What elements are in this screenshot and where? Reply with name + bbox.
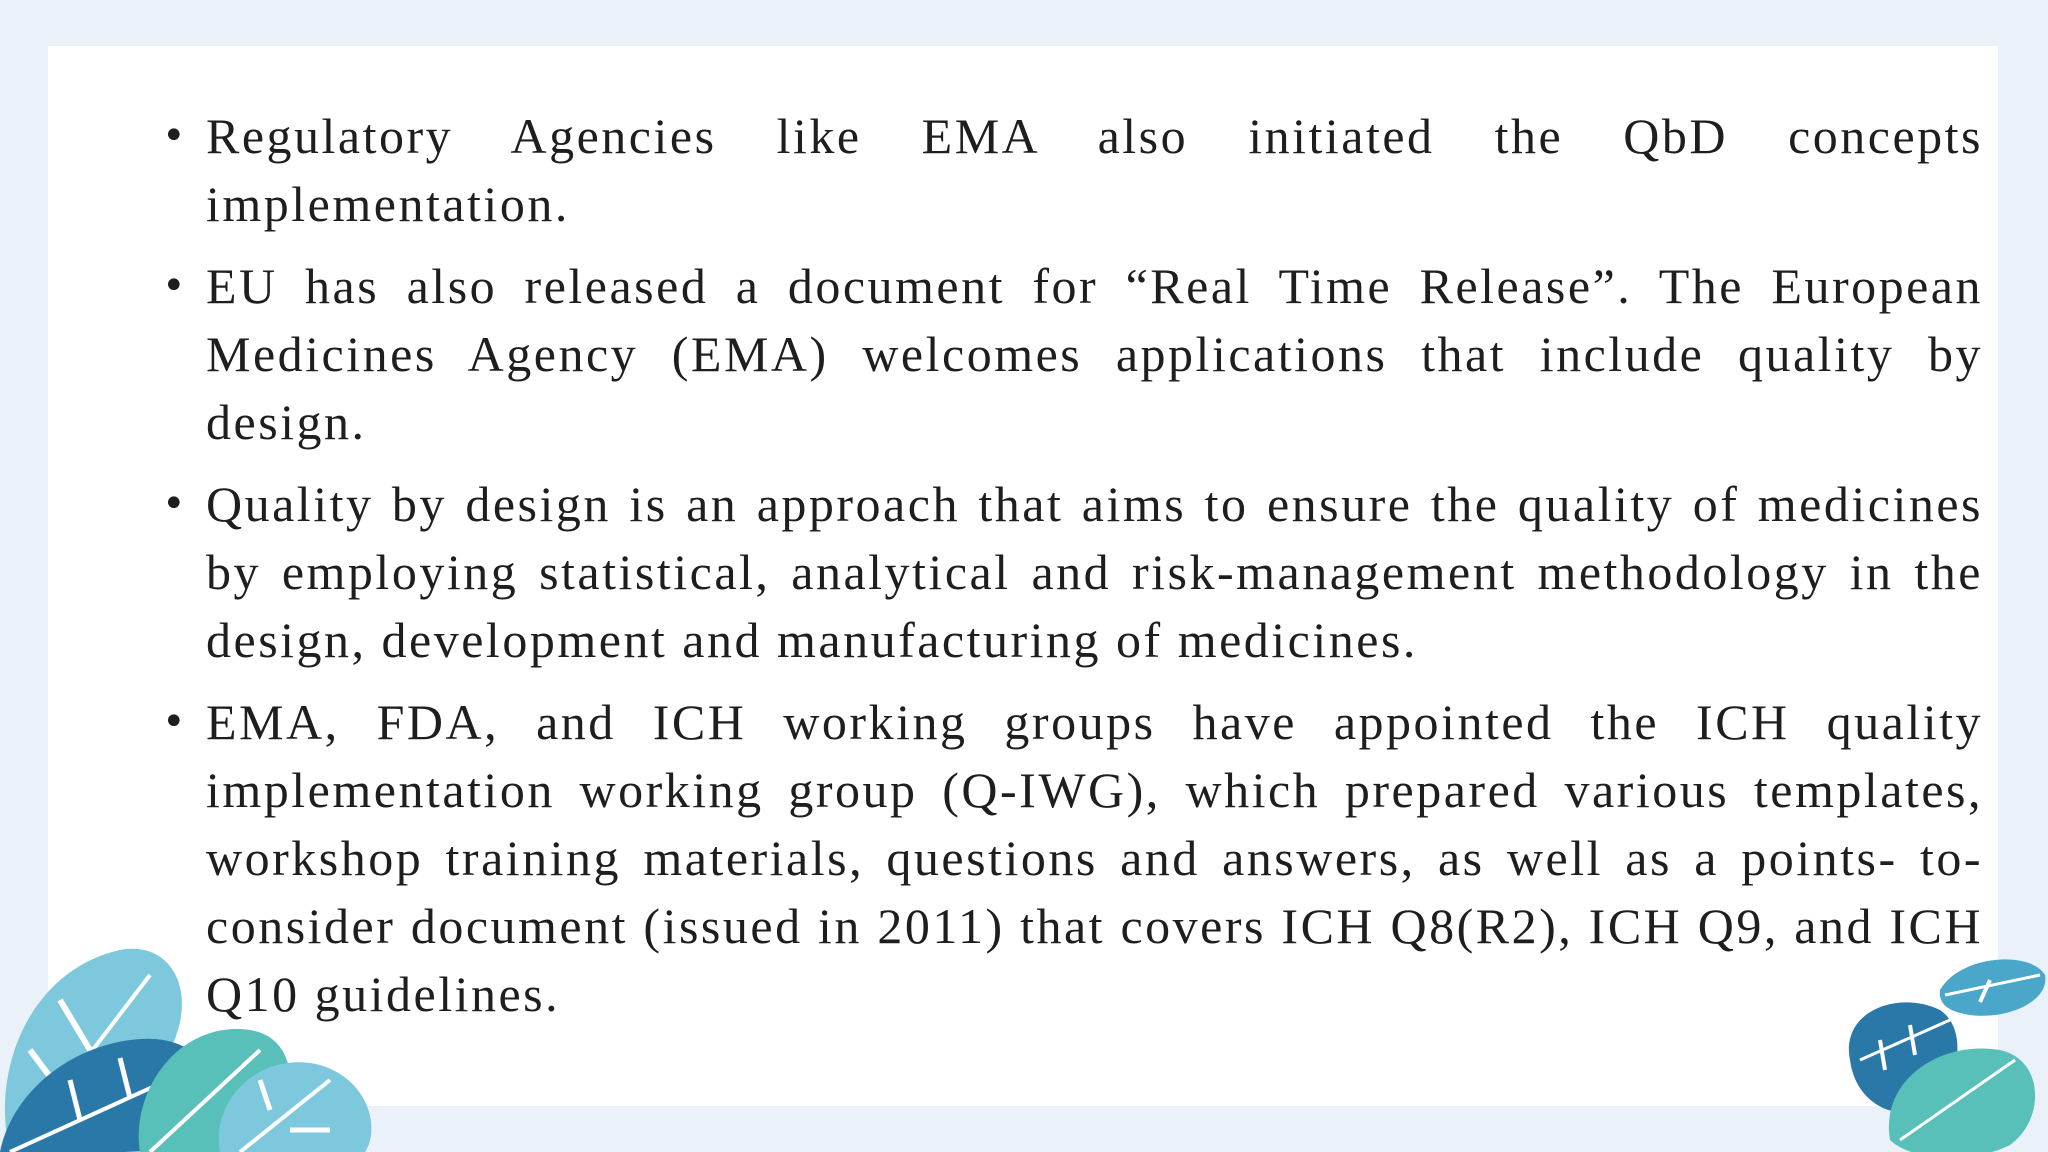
monstera-leaves-bottom-right-icon [1840, 950, 2048, 1152]
bullet-marker: • [162, 113, 189, 159]
bullet-text: EMA, FDA, and ICH working groups have appointed the ICH quality implementation working group (Q-IWG), which prepared various templates, workshop training materials, questions and answers, as well as a points- to- consider document (issued in 2011) that covers ICH Q8(R2), ICH Q9, and ICH Q10 guidelines. [206, 694, 1983, 1022]
bullet-text: Quality by design is an approach that aims to ensure the quality of medicines by employing statistical, analytical and risk-management methodology in the design, development and manufacturing of medicines. [206, 476, 1983, 668]
bullet-marker: • [162, 699, 189, 745]
bullet-item [158, 470, 1983, 674]
monstera-leaves-bottom-left-icon [0, 930, 380, 1152]
bullet-marker: • [162, 263, 189, 309]
bullet-list [158, 102, 1983, 1042]
bullet-item [158, 252, 1983, 456]
leaf-icon [1940, 959, 2046, 1015]
bullet-text: Regulatory Agencies like EMA also initiated the QbD concepts implementation. [206, 108, 1983, 232]
bullet-marker: • [162, 481, 189, 527]
bullet-item [158, 688, 1983, 1028]
bullet-text: EU has also released a document for “Real Time Release”. The European Medicines Agency (EMA) welcomes applications that include quality by design. [206, 258, 1983, 450]
bullet-item [158, 102, 1983, 238]
